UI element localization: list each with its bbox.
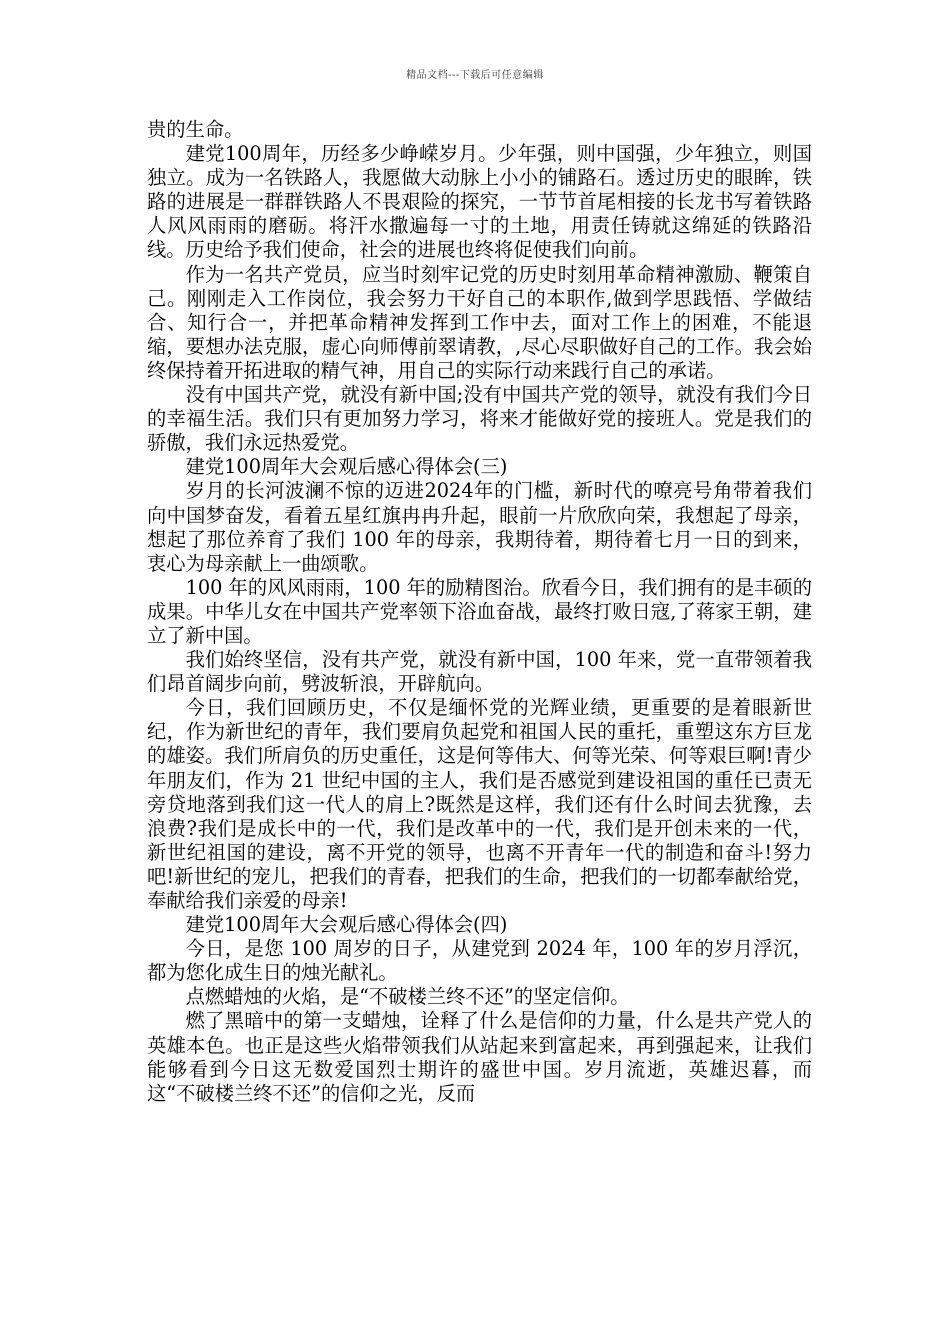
paragraph: 点燃蜡烛的火焰，是“不破楼兰终不还”的坚定信仰。 — [185, 985, 630, 1009]
page-header: 精品文档---下载后可任意编辑 — [406, 70, 544, 81]
paragraph: 燃了黑暗中的第一支蜡烛，诠释了什么是信仰的力量，什么是共产党人的英雄本色。也正是这些火焰带领我们从站起来到富起来，再到强起来，让我们能够看到今日这无数爱国烈士期许的盛世中国。岁月流逝，英雄迟暮，而这“不破楼兰终不还”的信仰之光，反而 — [147, 1009, 812, 1105]
paragraph: 没有中国共产党，就没有新中国;没有中国共产党的领导，就没有我们今日的幸福生活。我们只有更加努力学习，将来才能做好党的接班人。党是我们的骄傲，我们永远热爱党。 — [147, 383, 812, 455]
paragraph: 岁月的长河波澜不惊的迈进2024年的门槛，新时代的嘹亮号角带着我们向中国梦奋发，看着五星红旗冉冉升起，眼前一片欣欣向荣，我想起了母亲，想起了那位养育了我们 100 年的母亲，我期待着，期待着七月一日的到来，衷心为母亲献上一曲颂歌。 — [147, 479, 812, 575]
paragraph: 今日，我们回顾历史，不仅是缅怀党的光辉业绩，更重要的是着眼新世纪，作为新世纪的青年，我们要肩负起党和祖国人民的重托，重塑这东方巨龙的雄姿。我们所肩负的历史重任，这是何等伟大、何等光荣、何等艰巨啊!青少年朋友们，作为 21 世纪中国的主人，我们是否感觉到建设祖国的重任已责无旁贷地落到我们这一代人的肩上?既然是这样，我们还有什么时间去犹豫，去浪费?我们是成长中的一代，我们是改革中的一代，我们是开创未来的一代，新世纪祖国的建设，离不开党的领导，也离不开青年一代的制造和奋斗!努力吧!新世纪的宠儿，把我们的青春，把我们的生命，把我们的一切都奉献给党，奉献给我们亲爱的母亲! — [147, 696, 812, 912]
document-body — [147, 118, 812, 1106]
section-heading: 建党100周年大会观后感心得体会(三) — [185, 455, 508, 479]
paragraph: 作为一名共产党员，应当时刻牢记党的历史时刻用革命精神激励、鞭策自己。刚刚走入工作岗位，我会努力干好自己的本职作,做到学思践悟、学做结合、知行合一，并把革命精神发挥到工作中去，面对工作上的困难，不能退缩，要想办法克服，虚心向师傅前翠请教，,尽心尽职做好自己的工作。我会始终保持着开拓进取的精气神，用自己的实际行动来践行自己的承诺。 — [147, 262, 812, 382]
paragraph: 100 年的风风雨雨，100 年的励精图治。欣看今日，我们拥有的是丰硕的成果。中华儿女在中国共产党率领下浴血奋战，最终打败日寇,了蒋家王朝，建立了新中国。 — [147, 575, 812, 647]
paragraph: 今日，是您 100 周岁的日子，从建党到 2024 年，100 年的岁月浮沉，都为您化成生日的烛光献礼。 — [147, 937, 812, 985]
paragraph-continuation: 贵的生命。 — [147, 118, 244, 141]
section-heading: 建党100周年大会观后感心得体会(四) — [185, 913, 508, 937]
paragraph: 我们始终坚信，没有共产党，就没有新中国，100 年来，党一直带领着我们昂首阔步向前，劈波斩浪，开辟航向。 — [147, 648, 812, 696]
paragraph: 建党100周年，历经多少峥嵘岁月。少年强，则中国强，少年独立，则国独立。成为一名铁路人，我愿做大动脉上小小的铺路石。透过历史的眼眸，铁路的进展是一群群铁路人不畏艰险的探究，一节节首尾相接的长龙书写着铁路人风风雨雨的磨砺。将汗水撒遍每一寸的土地，用责任铸就这绵延的铁路沿线。历史给予我们使命，社会的进展也终将促使我们向前。 — [147, 142, 812, 262]
